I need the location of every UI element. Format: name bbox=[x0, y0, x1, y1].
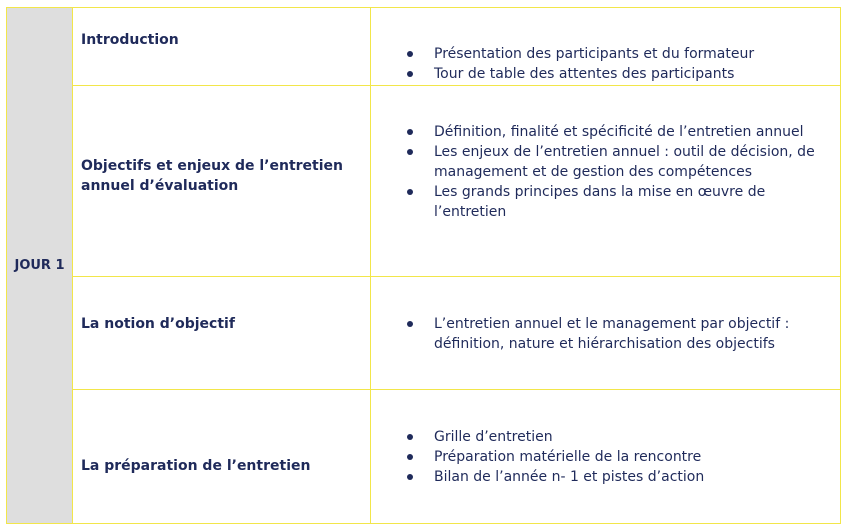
bullet-icon bbox=[407, 51, 413, 57]
list-item bbox=[407, 122, 830, 142]
list-item-text: Présentation des participants et du formateur bbox=[434, 46, 755, 62]
list-item bbox=[407, 467, 830, 487]
list-item bbox=[407, 142, 830, 182]
list-item-text: Grille d’entretien bbox=[434, 429, 553, 445]
list-item bbox=[407, 44, 830, 64]
bullet-icon bbox=[407, 454, 413, 460]
list-item-text: Préparation matérielle de la rencontre bbox=[434, 449, 702, 465]
bullet-list bbox=[371, 86, 840, 222]
day-label: JOUR 1 bbox=[7, 8, 73, 524]
list-item-text: Définition, finalité et spécificité de l’entretien annuel bbox=[434, 124, 804, 140]
section-content-objectifs bbox=[371, 86, 841, 277]
list-item bbox=[407, 64, 830, 84]
list-item bbox=[407, 182, 830, 222]
bullet-icon bbox=[407, 149, 413, 155]
section-title-objectifs: Objectifs et enjeux de l’entretien annuel d’évaluation bbox=[73, 86, 371, 277]
bullet-icon bbox=[407, 474, 413, 480]
bullet-list bbox=[371, 390, 840, 487]
bullet-icon bbox=[407, 434, 413, 440]
list-item-text: Tour de table des attentes des participants bbox=[434, 66, 735, 82]
list-item bbox=[407, 447, 830, 467]
section-content-preparation bbox=[371, 390, 841, 524]
list-item-text: L’entretien annuel et le management par objectif : définition, nature et hiérarchisation des objectifs bbox=[434, 316, 790, 352]
section-title-introduction: Introduction bbox=[73, 8, 371, 86]
list-item bbox=[407, 427, 830, 447]
section-title-notion-objectif: La notion d’objectif bbox=[73, 277, 371, 390]
section-title-preparation: La préparation de l’entretien bbox=[73, 390, 371, 524]
bullet-list bbox=[371, 8, 840, 84]
list-item bbox=[407, 314, 830, 354]
section-content-notion-objectif bbox=[371, 277, 841, 390]
list-item-text: Bilan de l’année n- 1 et pistes d’action bbox=[434, 469, 705, 485]
bullet-icon bbox=[407, 71, 413, 77]
list-item-text: Les enjeux de l’entretien annuel : outil de décision, de management et de gestion des compétences bbox=[434, 144, 815, 180]
table-row bbox=[7, 277, 841, 390]
section-content-introduction bbox=[371, 8, 841, 86]
bullet-icon bbox=[407, 129, 413, 135]
bullet-icon bbox=[407, 189, 413, 195]
bullet-list bbox=[371, 277, 840, 354]
table-row bbox=[7, 390, 841, 524]
table-row bbox=[7, 86, 841, 277]
list-item-text: Les grands principes dans la mise en œuvre de l’entretien bbox=[434, 184, 766, 220]
program-table bbox=[6, 7, 841, 524]
table-row bbox=[7, 8, 841, 86]
bullet-icon bbox=[407, 321, 413, 327]
